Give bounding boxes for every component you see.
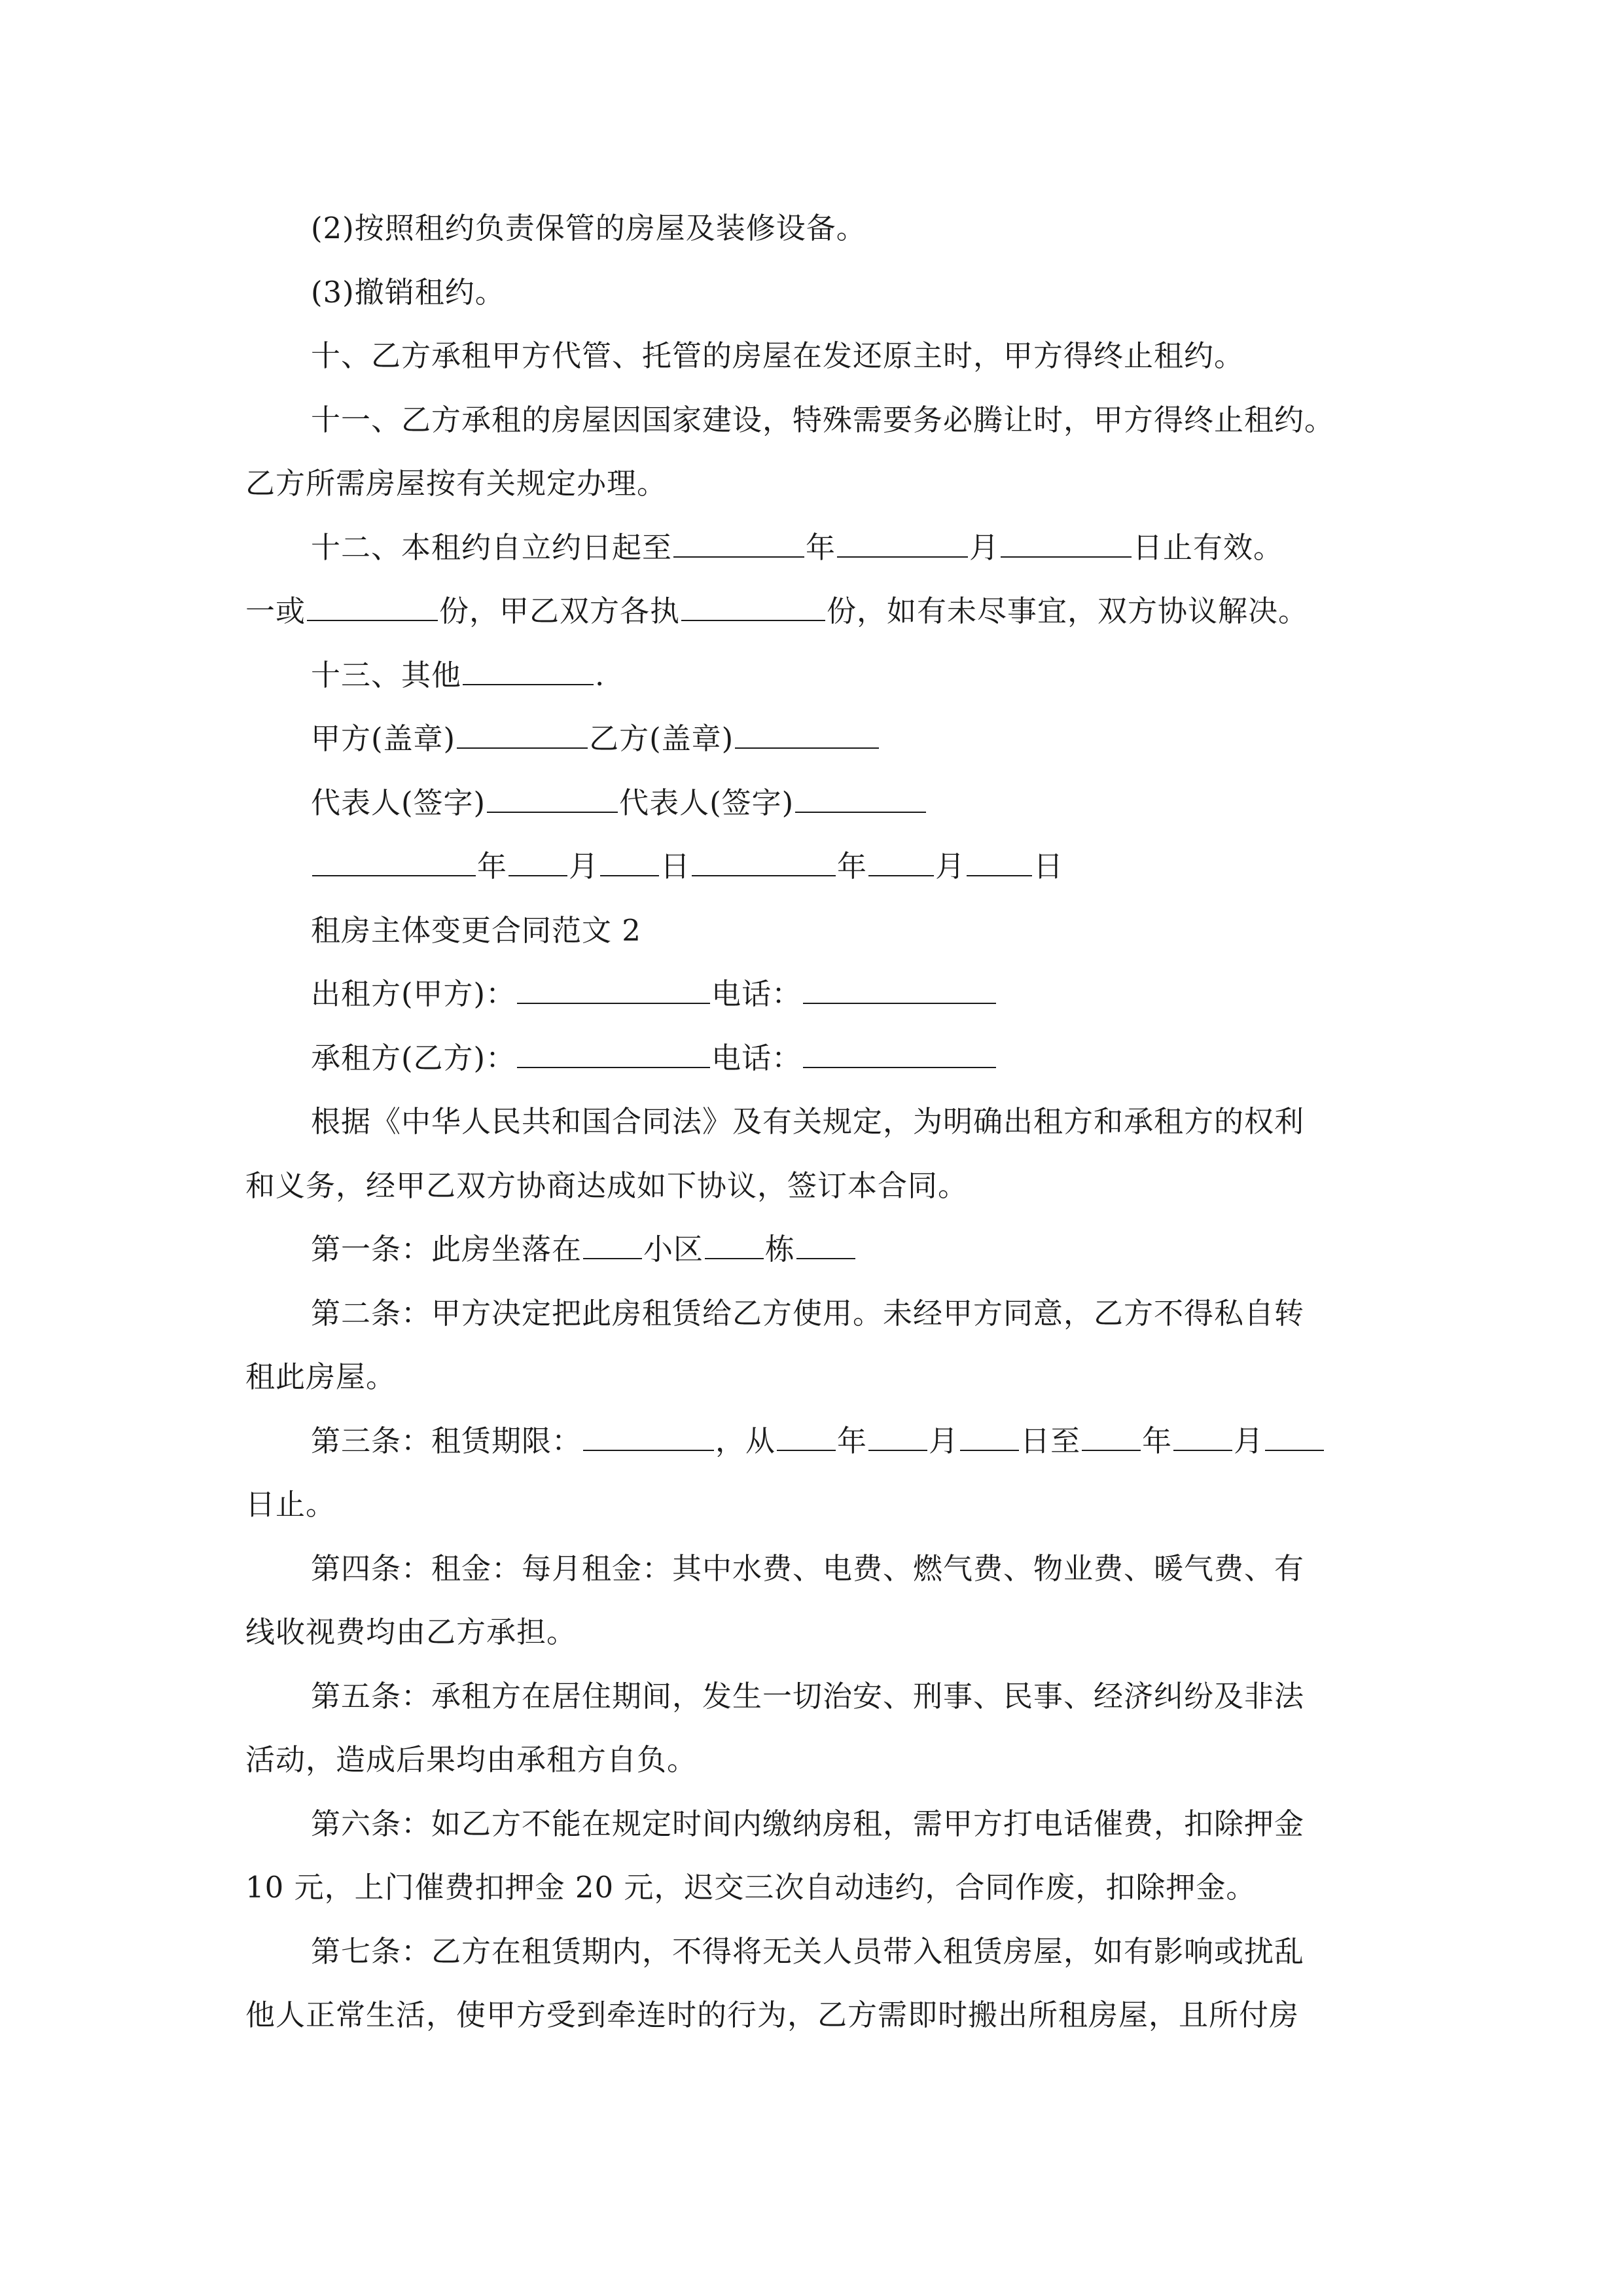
text-segment: 第三条：租赁期限： xyxy=(311,1423,582,1458)
paragraph-line: 第二条：甲方决定把此房租赁给乙方使用。未经甲方同意，乙方不得私自转 xyxy=(311,1295,1305,1331)
signature-line xyxy=(245,771,1397,835)
fill-blank xyxy=(517,971,710,1004)
fill-blank xyxy=(837,525,968,558)
text-segment: 第一条：此房坐落在 xyxy=(311,1232,582,1266)
paragraph-line: 第五条：承租方在居住期间，发生一切治安、刑事、民事、经济纠纷及非法 xyxy=(311,1678,1305,1713)
party-a-seal-label: 甲方(盖章) xyxy=(311,721,456,756)
paragraph-line: 日止。 xyxy=(245,1487,336,1522)
document-body xyxy=(245,196,1397,2047)
fill-blank xyxy=(803,1035,996,1068)
text-segment: 栋 xyxy=(765,1232,796,1266)
paragraph-line: 租此房屋。 xyxy=(245,1359,397,1394)
fill-blank xyxy=(307,588,438,621)
fill-blank xyxy=(600,844,659,876)
text-segment: 月 xyxy=(935,849,966,884)
fill-blank xyxy=(463,653,594,685)
paragraph-line: 线收视费均由乙方承担。 xyxy=(245,1615,577,1649)
text-segment: 月 xyxy=(969,529,1000,565)
text-segment: 十二、本租约自立约日起至 xyxy=(311,529,673,565)
copies-clause-line xyxy=(245,579,1397,643)
validity-clause-line xyxy=(245,516,1397,580)
text-segment: 份，甲乙双方各执 xyxy=(439,594,681,628)
paragraph-line: 活动，造成后果均由承租方自负。 xyxy=(245,1742,698,1777)
text-segment: 年 xyxy=(1142,1423,1173,1458)
fill-blank xyxy=(868,1418,927,1451)
fill-blank xyxy=(673,525,804,558)
fill-blank xyxy=(692,844,836,876)
paragraph-line: 他人正常生活，使甲方受到牵连时的行为，乙方需即时搬出所租房屋，且所付房 xyxy=(245,1998,1300,2032)
phone-label: 电话： xyxy=(711,977,802,1011)
text-segment: 月 xyxy=(1234,1423,1264,1458)
fill-blank xyxy=(803,971,996,1004)
fill-blank xyxy=(583,1418,714,1451)
fill-blank xyxy=(960,1418,1019,1451)
text-segment: 日止有效。 xyxy=(1133,529,1284,565)
fill-blank xyxy=(1173,1418,1232,1451)
paragraph-line: 和义务，经甲乙双方协商达成如下协议，签订本合同。 xyxy=(245,1168,969,1203)
fill-blank xyxy=(457,716,588,749)
fill-blank xyxy=(312,844,476,876)
fill-blank xyxy=(1265,1418,1324,1451)
paragraph-line: 第七条：乙方在租赁期内，不得将无关人员带入租赁房屋，如有影响或扰乱 xyxy=(311,1933,1305,1969)
party-b-representative-label: 代表人(签字) xyxy=(619,785,794,820)
fill-blank xyxy=(487,780,618,813)
fill-blank xyxy=(795,780,926,813)
paragraph-line: (3)撤销租约。 xyxy=(311,274,505,310)
party-b-seal-label: 乙方(盖章) xyxy=(589,721,734,756)
article-1-line xyxy=(245,1217,1397,1282)
text-segment: . xyxy=(595,657,605,692)
fill-blank xyxy=(705,1227,764,1259)
fill-blank xyxy=(583,1227,642,1259)
text-segment: 十三、其他 xyxy=(311,657,462,692)
other-clause-line xyxy=(245,643,1397,708)
fill-blank xyxy=(1082,1418,1141,1451)
paragraph-line: (2)按照租约负责保管的房屋及装修设备。 xyxy=(311,211,866,245)
fill-blank xyxy=(777,1418,836,1451)
fill-blank xyxy=(1001,525,1132,558)
date-line xyxy=(245,834,1397,899)
seal-line xyxy=(245,707,1397,771)
paragraph-line: 乙方所需房屋按有关规定办理。 xyxy=(245,466,668,501)
paragraph-line: 十、乙方承租甲方代管、托管的房屋在发还原主时，甲方得终止租约。 xyxy=(311,338,1245,373)
text-segment: 年 xyxy=(837,849,868,884)
paragraph-line: 十一、乙方承租的房屋因国家建设，特殊需要务必腾让时，甲方得终止租约。 xyxy=(311,402,1335,437)
paragraph-line: 第六条：如乙方不能在规定时间内缴纳房租，需甲方打电话催费，扣除押金 xyxy=(311,1806,1305,1841)
lessee-line xyxy=(245,1026,1397,1090)
fill-blank xyxy=(508,844,567,876)
fill-blank xyxy=(796,1227,855,1259)
text-segment: 一或 xyxy=(245,594,306,628)
phone-label: 电话： xyxy=(711,1040,802,1075)
paragraph-line: 第四条：租金：每月租金：其中水费、电费、燃气费、物业费、暖气费、有 xyxy=(311,1551,1305,1586)
fill-blank xyxy=(967,844,1032,876)
text-segment: 日 xyxy=(660,849,691,884)
lessor-line xyxy=(245,962,1397,1026)
fill-blank xyxy=(517,1035,710,1068)
text-segment: 月 xyxy=(569,849,599,884)
section-title: 租房主体变更合同范文 2 xyxy=(311,912,641,948)
lessor-label: 出租方(甲方)： xyxy=(311,977,516,1011)
text-segment: 年 xyxy=(837,1423,868,1458)
paragraph-line: 根据《中华人民共和国合同法》及有关规定，为明确出租方和承租方的权利 xyxy=(311,1104,1305,1139)
text-segment: 月 xyxy=(929,1423,959,1458)
lessee-label: 承租方(乙方)： xyxy=(311,1040,516,1075)
text-segment: 小区 xyxy=(643,1232,704,1266)
text-segment: 年 xyxy=(477,849,508,884)
text-segment: 日至 xyxy=(1020,1423,1081,1458)
text-segment: 日 xyxy=(1033,849,1064,884)
text-segment: 份，如有未尽事宜，双方协议解决。 xyxy=(827,594,1309,628)
fill-blank xyxy=(681,588,825,621)
fill-blank xyxy=(735,716,879,749)
fill-blank xyxy=(868,844,934,876)
article-3-line xyxy=(245,1409,1397,1473)
text-segment: 年 xyxy=(806,529,836,565)
party-a-representative-label: 代表人(签字) xyxy=(311,785,486,820)
paragraph-line: 10 元，上门催费扣押金 20 元，迟交三次自动违约，合同作废，扣除押金。 xyxy=(245,1870,1257,1905)
text-segment: ，从 xyxy=(715,1423,776,1458)
